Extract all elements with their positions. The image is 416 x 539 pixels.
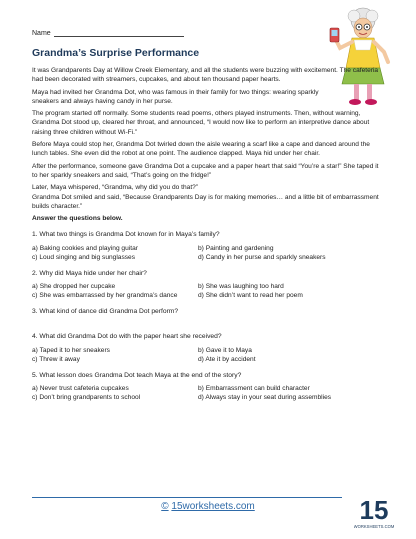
option[interactable]: a) Never trust cafeteria cupcakes: [32, 384, 129, 392]
question-4-options: [32, 346, 382, 364]
option[interactable]: d) Always stay in your seat during assemblies: [198, 393, 332, 401]
worksheet-title: Grandma’s Surprise Performance: [32, 47, 200, 59]
option[interactable]: b) Embarrassment can build character: [198, 384, 310, 392]
question-4: 4. What did Grandma Dot do with the paper heart she received?: [32, 333, 222, 341]
question-2-options: [32, 282, 382, 300]
option[interactable]: b) Painting and gardening: [198, 244, 274, 252]
footer-site-link[interactable]: 15worksheets.com: [171, 501, 255, 512]
question-5: 5. What lesson does Grandma Dot teach Maya at the end of the story?: [32, 371, 242, 379]
option[interactable]: d) Ate it by accident: [198, 355, 256, 363]
logo-text: WORKSHEETS.COM: [354, 524, 394, 529]
option[interactable]: c) Loud singing and big sunglasses: [32, 253, 136, 261]
option[interactable]: d) She didn’t want to read her poem: [198, 292, 303, 300]
story-paragraph: Later, Maya whispered, “Grandma, why did you do that?” Grandma Dot smiled and said, “Because Grandparents Day is for making memories… and a little bit of embarrassment builds character.”: [32, 184, 379, 210]
question-3: 3. What kind of dance did Grandma Dot perform?: [32, 308, 179, 316]
story-paragraph: Before Maya could stop her, Grandma Dot twirled down the aisle wearing a scarf like a cape and danced around the lunch tables. She even did the robot at one point. The audience clapped. Maya hid under her chair.: [32, 141, 370, 158]
question-1: 1. What two things is Grandma Dot known for in Maya’s family?: [32, 231, 220, 239]
story-paragraph: The program started off normally. Some students read poems, others played instruments. Then, without warning, Grandma Dot stood up, cleared her throat, and announced, “I would now like to perform an interpretive dance about raising three children without Wi-Fi.”: [32, 110, 370, 136]
option[interactable]: c) Don’t bring grandparents to school: [32, 393, 141, 401]
option[interactable]: a) Baking cookies and playing guitar: [32, 244, 138, 252]
story-and-questions: [32, 66, 382, 402]
answer-heading: Answer the questions below.: [32, 215, 123, 223]
option[interactable]: b) Gave it to Maya: [198, 346, 252, 354]
question-3-answer-space[interactable]: [32, 316, 382, 325]
option[interactable]: d) Candy in her purse and sparkly sneakers: [198, 253, 326, 261]
copyright-symbol: ©: [161, 501, 169, 512]
name-blank[interactable]: [54, 30, 184, 37]
story-paragraph: Maya had invited her Grandma Dot, who was famous in their family for two things: wearing sparkly sneakers and always having candy in her purse.: [32, 88, 319, 105]
option[interactable]: a) She dropped her cupcake: [32, 283, 116, 291]
story-paragraph: It was Grandparents Day at Willow Creek Elementary, and all the students were buzzing with excitement. The cafeteria had been decorated with streamers, cupcakes, and about ten thousand paper hearts.: [32, 67, 379, 84]
question-2: 2. Why did Maya hide under her chair?: [32, 269, 147, 277]
option[interactable]: a) Taped it to her sneakers: [32, 346, 110, 354]
15-worksheets-logo: [354, 491, 394, 531]
logo-number: 15: [359, 495, 389, 525]
name-label: Name: [32, 30, 51, 37]
question-5-options: [32, 384, 382, 402]
footer-divider: [32, 497, 342, 498]
name-line: [32, 30, 184, 37]
option[interactable]: c) She was embarrassed by her grandma’s dance: [32, 292, 178, 300]
option[interactable]: c) Threw it away: [32, 355, 80, 363]
question-1-options: [32, 244, 382, 262]
story-paragraph: After the performance, someone gave Grandma Dot a cupcake and a paper heart that said “You’re a star!” She taped it to her sparkly sneakers and said, “That’s going on the fridge!”: [32, 162, 379, 179]
option[interactable]: b) She was laughing too hard: [198, 283, 284, 291]
